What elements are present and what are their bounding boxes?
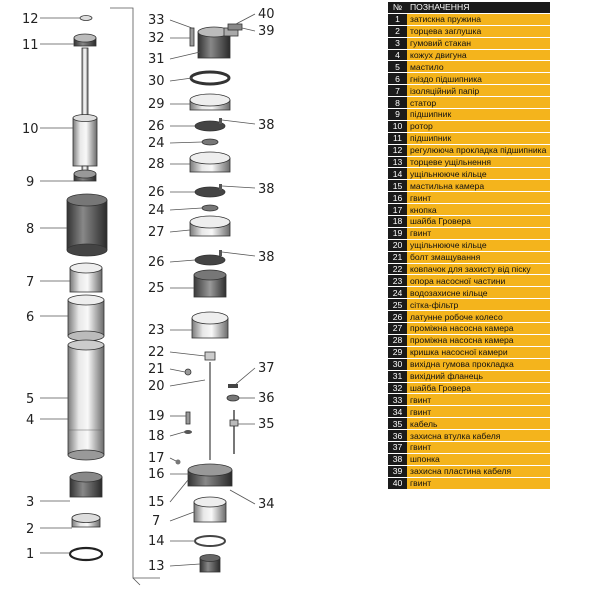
legend-row-name: водозахисне кільце xyxy=(407,287,550,299)
legend-row-number: 12 xyxy=(388,144,407,156)
key-part-c xyxy=(219,250,222,256)
lube-bolt-part xyxy=(185,369,191,375)
callout-9: 9 xyxy=(26,175,35,190)
bearing-seat-part xyxy=(68,295,104,341)
cable-sleeve-part xyxy=(227,395,239,401)
legend-row-number: 10 xyxy=(388,120,407,132)
legend-row-name: шпонка xyxy=(407,453,550,465)
motor-casing-part xyxy=(68,340,104,460)
legend-row xyxy=(388,323,550,335)
legend-row-number: 34 xyxy=(388,406,407,418)
legend-row-name: шайба Гровера xyxy=(407,216,550,228)
legend-row-name: затискна пружина xyxy=(407,13,550,25)
legend-header-row xyxy=(388,2,550,13)
cable-part xyxy=(230,410,238,454)
callout-26b: 26 xyxy=(148,185,165,200)
legend-row-number: 20 xyxy=(388,239,407,251)
legend-row-number: 21 xyxy=(388,251,407,263)
legend-row-name: підшипник xyxy=(407,132,550,144)
callout-25: 25 xyxy=(148,281,165,296)
legend-row-number: 31 xyxy=(388,370,407,382)
callout-15: 15 xyxy=(148,495,165,510)
callout-11: 11 xyxy=(22,38,39,53)
callout-1: 1 xyxy=(26,547,35,562)
legend-row-number: 5 xyxy=(388,61,407,73)
legend-row-name: статор xyxy=(407,97,550,109)
legend-row xyxy=(388,346,550,358)
legend-row xyxy=(388,156,550,168)
impeller-part-b xyxy=(195,187,225,211)
outlet-gasket-part xyxy=(191,72,229,84)
callout-26c: 26 xyxy=(148,255,165,270)
callout-6: 6 xyxy=(26,310,35,325)
callout-16: 16 xyxy=(148,467,165,482)
legend-row xyxy=(388,453,550,465)
callout-21: 21 xyxy=(148,362,165,377)
callout-30: 30 xyxy=(148,74,165,89)
legend-row-number: 18 xyxy=(388,216,407,228)
legend-row-name: захисна пластина кабеля xyxy=(407,465,550,477)
legend-header-num: № xyxy=(388,2,407,13)
legend-row xyxy=(388,406,550,418)
legend-row-number: 39 xyxy=(388,465,407,477)
legend-row-name: опора насосної частини xyxy=(407,275,550,287)
legend-row-number: 37 xyxy=(388,441,407,453)
callout-8: 8 xyxy=(26,222,35,237)
legend-row xyxy=(388,394,550,406)
legend-row-number: 3 xyxy=(388,37,407,49)
legend-row-number: 28 xyxy=(388,334,407,346)
button-17-part xyxy=(176,460,181,465)
callout-40: 40 xyxy=(258,7,275,22)
legend-row-number: 33 xyxy=(388,394,407,406)
screw-19-part xyxy=(186,412,190,424)
intermediate-chamber-part-a xyxy=(190,152,230,172)
callout-10: 10 xyxy=(22,122,39,137)
legend-row-number: 22 xyxy=(388,263,407,275)
legend-row-name: захисна втулка кабеля xyxy=(407,430,550,442)
callout-34: 34 xyxy=(258,497,275,512)
callout-labels xyxy=(22,7,275,574)
legend-row xyxy=(388,120,550,132)
legend-row-number: 27 xyxy=(388,323,407,335)
callout-17: 17 xyxy=(148,451,165,466)
end-cap-part xyxy=(72,514,100,528)
legend-row-number: 15 xyxy=(388,180,407,192)
legend-row xyxy=(388,251,550,263)
upper-bearing-part xyxy=(74,34,96,46)
legend-row-name: кришка насосної камери xyxy=(407,346,550,358)
callout-27: 27 xyxy=(148,225,165,240)
callout-14: 14 xyxy=(148,534,165,549)
parts-legend-table xyxy=(388,2,550,490)
legend-row xyxy=(388,275,550,287)
lower-bearing-part xyxy=(74,170,96,181)
key-part-a xyxy=(219,118,222,124)
callout-7b: 7 xyxy=(152,514,161,529)
legend-row-name: проміжна насосна камера xyxy=(407,323,550,335)
legend-row-number: 38 xyxy=(388,453,407,465)
legend-row-number: 4 xyxy=(388,49,407,61)
legend-row-number: 7 xyxy=(388,85,407,97)
legend-row xyxy=(388,73,550,85)
callout-39: 39 xyxy=(258,24,275,39)
legend-row xyxy=(388,25,550,37)
legend-row-number: 11 xyxy=(388,132,407,144)
callout-19: 19 xyxy=(148,409,165,424)
legend-row-number: 32 xyxy=(388,382,407,394)
rubber-cup-part xyxy=(70,472,102,497)
legend-row-number: 24 xyxy=(388,287,407,299)
legend-row-name: торцеве ущільнення xyxy=(407,156,550,168)
legend-row-name: гвинт xyxy=(407,227,550,239)
legend-row-name: гвинт xyxy=(407,441,550,453)
legend-row-name: мастильна камера xyxy=(407,180,550,192)
legend-row-name: гумовий стакан xyxy=(407,37,550,49)
callout-7a: 7 xyxy=(26,275,35,290)
legend-row xyxy=(388,85,550,97)
legend-row-number: 13 xyxy=(388,156,407,168)
key-part-b xyxy=(219,184,222,190)
legend-row-number: 1 xyxy=(388,13,407,25)
legend-row xyxy=(388,144,550,156)
legend-header-name: ПОЗНАЧЕННЯ xyxy=(407,2,550,13)
callout-36: 36 xyxy=(258,391,275,406)
bearing-shim-part xyxy=(80,16,92,21)
legend-row-number: 30 xyxy=(388,358,407,370)
legend-row-number: 36 xyxy=(388,430,407,442)
legend-row-name: гвинт xyxy=(407,477,550,489)
callout-32: 32 xyxy=(148,31,165,46)
legend-row-number: 6 xyxy=(388,73,407,85)
mechanical-seal-part xyxy=(200,555,220,573)
intermediate-chamber-part-b xyxy=(190,216,230,236)
callout-24a: 24 xyxy=(148,136,165,151)
legend-row-name: ротор xyxy=(407,120,550,132)
legend-row-number: 26 xyxy=(388,311,407,323)
pump-support-part xyxy=(192,312,228,338)
legend-row-name: ущільнююче кільце xyxy=(407,239,550,251)
legend-row-name: болт змащування xyxy=(407,251,550,263)
legend-row-number: 35 xyxy=(388,418,407,430)
callout-22: 22 xyxy=(148,345,165,360)
outlet-flange-part xyxy=(190,27,238,58)
legend-row xyxy=(388,61,550,73)
legend-row-name: торцева заглушка xyxy=(407,25,550,37)
insulation-paper-part xyxy=(70,263,102,292)
legend-row-name: гніздо підшипника xyxy=(407,73,550,85)
chamber-cover-part xyxy=(190,94,230,110)
callout-24b: 24 xyxy=(148,203,165,218)
rotor-part xyxy=(73,48,97,172)
legend-row xyxy=(388,334,550,346)
legend-row xyxy=(388,49,550,61)
legend-row xyxy=(388,132,550,144)
legend-row-number: 8 xyxy=(388,97,407,109)
legend-row-name: ущільнююче кільце xyxy=(407,168,550,180)
legend-row xyxy=(388,299,550,311)
legend-row-number: 25 xyxy=(388,299,407,311)
legend-row-number: 16 xyxy=(388,192,407,204)
callout-20: 20 xyxy=(148,379,165,394)
legend-row-number: 19 xyxy=(388,227,407,239)
legend-row-name: регулююча прокладка підшипника xyxy=(407,144,550,156)
sand-cap-part xyxy=(205,352,215,360)
legend-row xyxy=(388,287,550,299)
legend-row-name: вихідний фланець xyxy=(407,370,550,382)
legend-row-name: вихідна гумова прокладка xyxy=(407,358,550,370)
callout-33: 33 xyxy=(148,13,165,28)
legend-row xyxy=(388,216,550,228)
impeller-part-a xyxy=(195,121,225,145)
callout-38b: 38 xyxy=(258,182,275,197)
legend-row xyxy=(388,430,550,442)
spring-washer-18-part xyxy=(184,430,192,434)
stator-part xyxy=(67,194,107,256)
legend-row-name: мастило xyxy=(407,61,550,73)
insulation-paper-part-b xyxy=(194,497,226,522)
cable-plate-part xyxy=(228,24,242,30)
legend-row-number: 29 xyxy=(388,346,407,358)
legend-row xyxy=(388,37,550,49)
legend-row-number: 23 xyxy=(388,275,407,287)
legend-row-number: 17 xyxy=(388,204,407,216)
callout-38c: 38 xyxy=(258,250,275,265)
legend-row-name: гвинт xyxy=(407,394,550,406)
legend-row xyxy=(388,441,550,453)
callout-35: 35 xyxy=(258,417,275,432)
legend-row xyxy=(388,13,550,25)
legend-row xyxy=(388,465,550,477)
legend-row xyxy=(388,477,550,489)
legend-row xyxy=(388,227,550,239)
legend-row xyxy=(388,204,550,216)
legend-row xyxy=(388,97,550,109)
motor-parts xyxy=(67,16,107,561)
legend-row xyxy=(388,263,550,275)
callout-38a: 38 xyxy=(258,118,275,133)
legend-row xyxy=(388,382,550,394)
callout-28: 28 xyxy=(148,157,165,172)
legend-row-name: сітка-фільтр xyxy=(407,299,550,311)
pump-parts xyxy=(176,24,243,572)
legend-row xyxy=(388,418,550,430)
legend-body xyxy=(388,13,550,489)
legend-row-number: 14 xyxy=(388,168,407,180)
legend-row-number: 2 xyxy=(388,25,407,37)
legend-row xyxy=(388,109,550,121)
impeller-part-c xyxy=(195,255,225,265)
callout-13: 13 xyxy=(148,559,165,574)
o-ring-part xyxy=(195,536,225,546)
callout-5: 5 xyxy=(26,392,35,407)
legend-row-name: латунне робоче колесо xyxy=(407,311,550,323)
legend-row-name: шайба Гровера xyxy=(407,382,550,394)
legend-row xyxy=(388,358,550,370)
legend-row-number: 40 xyxy=(388,477,407,489)
callout-26a: 26 xyxy=(148,119,165,134)
legend-row-name: гвинт xyxy=(407,406,550,418)
clamp-spring-part xyxy=(70,548,102,560)
legend-row-name: підшипник xyxy=(407,109,550,121)
callout-4: 4 xyxy=(26,413,35,428)
legend-row xyxy=(388,192,550,204)
legend-row xyxy=(388,370,550,382)
callout-29: 29 xyxy=(148,97,165,112)
callout-37: 37 xyxy=(258,361,275,376)
callout-2: 2 xyxy=(26,522,35,537)
legend-row-name: гвинт xyxy=(407,192,550,204)
screw-37-part xyxy=(228,384,238,388)
callout-3: 3 xyxy=(26,495,35,510)
legend-row xyxy=(388,311,550,323)
legend-row-number: 9 xyxy=(388,109,407,121)
callout-12: 12 xyxy=(22,12,39,27)
legend-row-name: кожух двигуна xyxy=(407,49,550,61)
callout-23: 23 xyxy=(148,323,165,338)
legend-row xyxy=(388,168,550,180)
callout-18: 18 xyxy=(148,429,165,444)
callout-31: 31 xyxy=(148,52,165,67)
legend-row-name: ковпачок для захисту від піску xyxy=(407,263,550,275)
legend-row-name: проміжна насосна камера xyxy=(407,334,550,346)
legend-row-name: кабель xyxy=(407,418,550,430)
legend-row xyxy=(388,239,550,251)
legend-row xyxy=(388,180,550,192)
legend-row-name: ізоляційний папір xyxy=(407,85,550,97)
oil-chamber-part xyxy=(188,464,232,486)
legend-row-name: кнопка xyxy=(407,204,550,216)
filter-screen-part xyxy=(194,270,226,297)
